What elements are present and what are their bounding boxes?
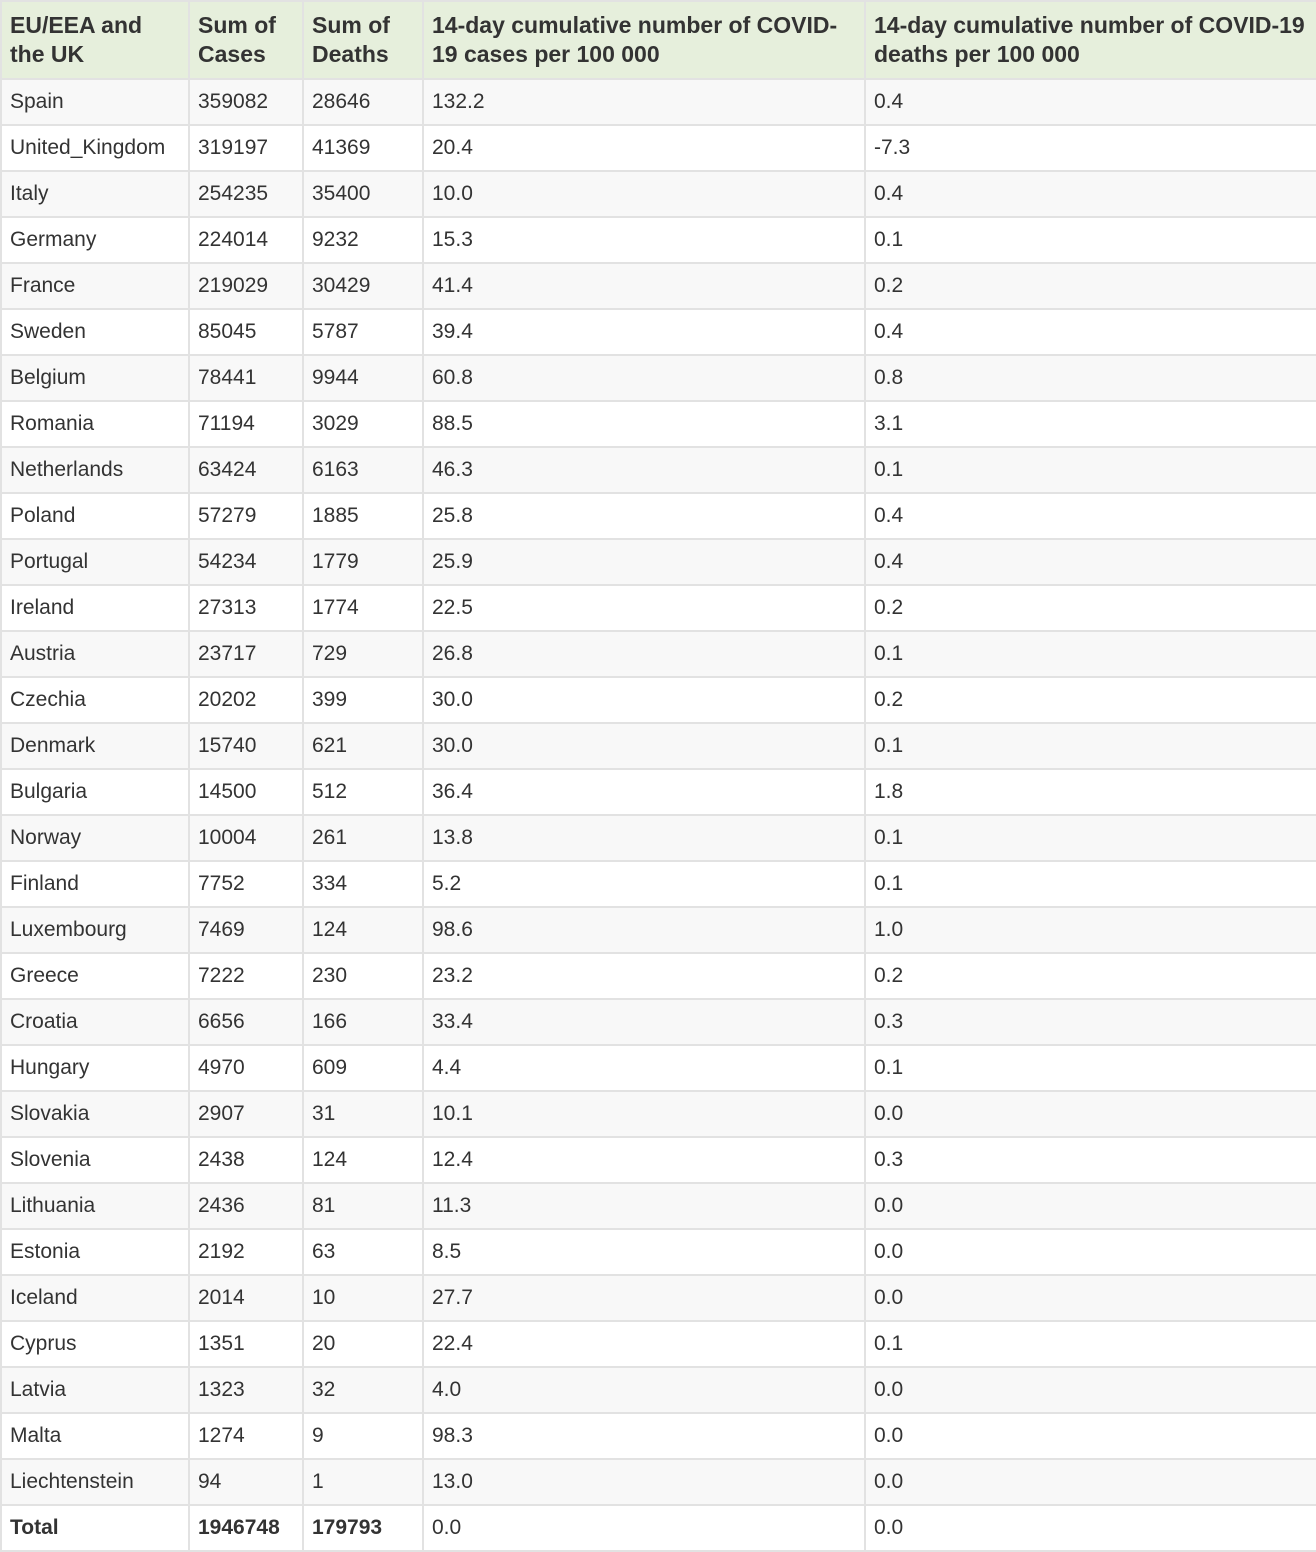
table-row: [1, 999, 1316, 1045]
cell-country: Denmark: [1, 723, 189, 769]
cell-sum-deaths: 512: [303, 769, 423, 815]
cell-14day-deaths: 0.4: [865, 539, 1316, 585]
cell-14day-deaths: 3.1: [865, 401, 1316, 447]
cell-sum-deaths: 166: [303, 999, 423, 1045]
table-row: [1, 355, 1316, 401]
cell-sum-cases: 1351: [189, 1321, 303, 1367]
cell-14day-deaths: 0.1: [865, 1321, 1316, 1367]
cell-sum-deaths: 1885: [303, 493, 423, 539]
table-row: [1, 401, 1316, 447]
table-row: [1, 1413, 1316, 1459]
cell-14day-cases: 33.4: [423, 999, 865, 1045]
table-row: [1, 723, 1316, 769]
cell-14day-cases: 25.9: [423, 539, 865, 585]
header-sum-cases: Sum of Cases: [189, 1, 303, 79]
cell-sum-deaths: 124: [303, 907, 423, 953]
total-cell-14day-deaths: 0.0: [865, 1505, 1316, 1551]
cell-14day-cases: 36.4: [423, 769, 865, 815]
cell-country: Germany: [1, 217, 189, 263]
cell-country: Slovakia: [1, 1091, 189, 1137]
cell-14day-deaths: 0.1: [865, 723, 1316, 769]
table-row: [1, 309, 1316, 355]
cell-sum-cases: 254235: [189, 171, 303, 217]
table-row: [1, 263, 1316, 309]
cell-14day-cases: 13.8: [423, 815, 865, 861]
cell-sum-deaths: 28646: [303, 79, 423, 125]
cell-country: Norway: [1, 815, 189, 861]
table-row: [1, 125, 1316, 171]
table-row: [1, 447, 1316, 493]
table-row: [1, 1367, 1316, 1413]
cell-country: France: [1, 263, 189, 309]
table-row: [1, 171, 1316, 217]
cell-14day-deaths: 0.2: [865, 263, 1316, 309]
total-cell-country: Total: [1, 1505, 189, 1551]
cell-14day-cases: 13.0: [423, 1459, 865, 1505]
table-row: [1, 79, 1316, 125]
table-row: [1, 907, 1316, 953]
cell-sum-deaths: 81: [303, 1183, 423, 1229]
cell-14day-cases: 10.0: [423, 171, 865, 217]
cell-sum-cases: 27313: [189, 585, 303, 631]
cell-sum-deaths: 399: [303, 677, 423, 723]
cell-14day-deaths: 0.4: [865, 79, 1316, 125]
table-row: [1, 631, 1316, 677]
table-row: [1, 953, 1316, 999]
cell-sum-deaths: 20: [303, 1321, 423, 1367]
table-row: [1, 677, 1316, 723]
cell-14day-cases: 30.0: [423, 677, 865, 723]
cell-sum-cases: 7222: [189, 953, 303, 999]
cell-14day-cases: 46.3: [423, 447, 865, 493]
total-cell-sum-cases: 1946748: [189, 1505, 303, 1551]
header-14day-cases: 14-day cumulative number of COVID-19 cases per 100 000: [423, 1, 865, 79]
cell-14day-cases: 22.4: [423, 1321, 865, 1367]
cell-country: Belgium: [1, 355, 189, 401]
cell-sum-deaths: 10: [303, 1275, 423, 1321]
cell-14day-cases: 12.4: [423, 1137, 865, 1183]
cell-sum-cases: 2438: [189, 1137, 303, 1183]
cell-sum-cases: 1274: [189, 1413, 303, 1459]
cell-14day-cases: 22.5: [423, 585, 865, 631]
cell-sum-cases: 14500: [189, 769, 303, 815]
cell-14day-cases: 88.5: [423, 401, 865, 447]
cell-14day-cases: 30.0: [423, 723, 865, 769]
table-row: [1, 493, 1316, 539]
cell-14day-cases: 8.5: [423, 1229, 865, 1275]
table-body: [1, 79, 1316, 1551]
cell-sum-deaths: 41369: [303, 125, 423, 171]
cell-14day-deaths: 0.3: [865, 999, 1316, 1045]
cell-country: Greece: [1, 953, 189, 999]
cell-sum-deaths: 31: [303, 1091, 423, 1137]
cell-sum-cases: 57279: [189, 493, 303, 539]
header-country: EU/EEA and the UK: [1, 1, 189, 79]
cell-sum-cases: 319197: [189, 125, 303, 171]
cell-14day-deaths: 0.8: [865, 355, 1316, 401]
cell-sum-deaths: 9232: [303, 217, 423, 263]
cell-14day-deaths: 0.0: [865, 1183, 1316, 1229]
cell-country: Czechia: [1, 677, 189, 723]
cell-country: Slovenia: [1, 1137, 189, 1183]
cell-14day-deaths: 1.8: [865, 769, 1316, 815]
cell-country: Romania: [1, 401, 189, 447]
cell-sum-cases: 63424: [189, 447, 303, 493]
cell-sum-deaths: 124: [303, 1137, 423, 1183]
cell-sum-cases: 224014: [189, 217, 303, 263]
cell-sum-deaths: 9: [303, 1413, 423, 1459]
cell-sum-cases: 219029: [189, 263, 303, 309]
cell-country: Iceland: [1, 1275, 189, 1321]
cell-country: Ireland: [1, 585, 189, 631]
cell-country: Liechtenstein: [1, 1459, 189, 1505]
cell-sum-deaths: 621: [303, 723, 423, 769]
cell-14day-deaths: 0.0: [865, 1275, 1316, 1321]
cell-14day-cases: 4.0: [423, 1367, 865, 1413]
table-row: [1, 585, 1316, 631]
cell-sum-cases: 10004: [189, 815, 303, 861]
cell-14day-cases: 15.3: [423, 217, 865, 263]
cell-14day-deaths: 0.0: [865, 1413, 1316, 1459]
cell-country: Latvia: [1, 1367, 189, 1413]
cell-14day-deaths: 0.4: [865, 171, 1316, 217]
table-row: [1, 1183, 1316, 1229]
table-row: [1, 815, 1316, 861]
table-row: [1, 539, 1316, 585]
cell-14day-cases: 60.8: [423, 355, 865, 401]
cell-14day-cases: 26.8: [423, 631, 865, 677]
cell-14day-cases: 98.6: [423, 907, 865, 953]
cell-14day-cases: 41.4: [423, 263, 865, 309]
cell-sum-cases: 20202: [189, 677, 303, 723]
cell-14day-deaths: 0.2: [865, 677, 1316, 723]
cell-sum-deaths: 6163: [303, 447, 423, 493]
cell-sum-deaths: 5787: [303, 309, 423, 355]
cell-14day-deaths: 0.1: [865, 217, 1316, 263]
cell-sum-deaths: 261: [303, 815, 423, 861]
cell-14day-cases: 23.2: [423, 953, 865, 999]
cell-country: United_Kingdom: [1, 125, 189, 171]
table-row: [1, 1275, 1316, 1321]
cell-sum-cases: 2907: [189, 1091, 303, 1137]
cell-14day-cases: 4.4: [423, 1045, 865, 1091]
cell-14day-deaths: 0.1: [865, 861, 1316, 907]
cell-sum-cases: 1323: [189, 1367, 303, 1413]
total-cell-14day-cases: 0.0: [423, 1505, 865, 1551]
cell-country: Portugal: [1, 539, 189, 585]
cell-sum-deaths: 30429: [303, 263, 423, 309]
cell-sum-cases: 23717: [189, 631, 303, 677]
cell-sum-deaths: 1774: [303, 585, 423, 631]
cell-country: Malta: [1, 1413, 189, 1459]
table-row: [1, 1459, 1316, 1505]
table-row: [1, 1321, 1316, 1367]
cell-country: Finland: [1, 861, 189, 907]
table-row: [1, 769, 1316, 815]
cell-sum-deaths: 1: [303, 1459, 423, 1505]
cell-sum-deaths: 35400: [303, 171, 423, 217]
cell-country: Cyprus: [1, 1321, 189, 1367]
table-row: [1, 1229, 1316, 1275]
cell-country: Netherlands: [1, 447, 189, 493]
cell-14day-cases: 5.2: [423, 861, 865, 907]
cell-country: Italy: [1, 171, 189, 217]
cell-sum-deaths: 1779: [303, 539, 423, 585]
cell-sum-cases: 15740: [189, 723, 303, 769]
table-row: [1, 1045, 1316, 1091]
cell-country: Austria: [1, 631, 189, 677]
table-row: [1, 1091, 1316, 1137]
cell-country: Sweden: [1, 309, 189, 355]
cell-sum-deaths: 9944: [303, 355, 423, 401]
cell-sum-deaths: 230: [303, 953, 423, 999]
cell-sum-deaths: 63: [303, 1229, 423, 1275]
cell-sum-deaths: 32: [303, 1367, 423, 1413]
cell-sum-cases: 7752: [189, 861, 303, 907]
cell-14day-cases: 98.3: [423, 1413, 865, 1459]
cell-14day-deaths: 0.0: [865, 1229, 1316, 1275]
cell-sum-deaths: 3029: [303, 401, 423, 447]
total-cell-sum-deaths: 179793: [303, 1505, 423, 1551]
cell-14day-deaths: 0.2: [865, 953, 1316, 999]
cell-14day-deaths: 0.1: [865, 631, 1316, 677]
table-row: [1, 217, 1316, 263]
cell-sum-cases: 2436: [189, 1183, 303, 1229]
cell-country: Luxembourg: [1, 907, 189, 953]
cell-sum-cases: 85045: [189, 309, 303, 355]
cell-14day-deaths: 1.0: [865, 907, 1316, 953]
cell-14day-cases: 10.1: [423, 1091, 865, 1137]
cell-sum-deaths: 609: [303, 1045, 423, 1091]
cell-sum-cases: 6656: [189, 999, 303, 1045]
cell-14day-cases: 20.4: [423, 125, 865, 171]
cell-sum-cases: 2192: [189, 1229, 303, 1275]
cell-sum-deaths: 334: [303, 861, 423, 907]
cell-sum-cases: 78441: [189, 355, 303, 401]
header-14day-deaths: 14-day cumulative number of COVID-19 deaths per 100 000: [865, 1, 1316, 79]
cell-sum-cases: 71194: [189, 401, 303, 447]
cell-14day-deaths: 0.1: [865, 447, 1316, 493]
cell-14day-cases: 132.2: [423, 79, 865, 125]
cell-country: Bulgaria: [1, 769, 189, 815]
cell-14day-deaths: 0.1: [865, 815, 1316, 861]
table-header: [1, 1, 1316, 79]
cell-14day-deaths: -7.3: [865, 125, 1316, 171]
cell-14day-deaths: 0.0: [865, 1091, 1316, 1137]
header-sum-deaths: Sum of Deaths: [303, 1, 423, 79]
cell-sum-deaths: 729: [303, 631, 423, 677]
cell-14day-deaths: 0.0: [865, 1367, 1316, 1413]
cell-country: Hungary: [1, 1045, 189, 1091]
cell-country: Estonia: [1, 1229, 189, 1275]
table-row: [1, 1137, 1316, 1183]
cell-14day-cases: 11.3: [423, 1183, 865, 1229]
cell-14day-cases: 27.7: [423, 1275, 865, 1321]
cell-14day-deaths: 0.4: [865, 493, 1316, 539]
header-row: [1, 1, 1316, 79]
cell-sum-cases: 359082: [189, 79, 303, 125]
table-row: [1, 861, 1316, 907]
cell-sum-cases: 54234: [189, 539, 303, 585]
cell-country: Spain: [1, 79, 189, 125]
total-row: [1, 1505, 1316, 1551]
cell-14day-deaths: 0.2: [865, 585, 1316, 631]
cell-sum-cases: 94: [189, 1459, 303, 1505]
cell-14day-deaths: 0.4: [865, 309, 1316, 355]
cell-14day-deaths: 0.1: [865, 1045, 1316, 1091]
cell-country: Croatia: [1, 999, 189, 1045]
cell-14day-deaths: 0.3: [865, 1137, 1316, 1183]
cell-country: Poland: [1, 493, 189, 539]
cell-sum-cases: 7469: [189, 907, 303, 953]
cell-14day-cases: 39.4: [423, 309, 865, 355]
cell-sum-cases: 2014: [189, 1275, 303, 1321]
cell-sum-cases: 4970: [189, 1045, 303, 1091]
cell-14day-cases: 25.8: [423, 493, 865, 539]
cell-country: Lithuania: [1, 1183, 189, 1229]
cell-14day-deaths: 0.0: [865, 1459, 1316, 1505]
